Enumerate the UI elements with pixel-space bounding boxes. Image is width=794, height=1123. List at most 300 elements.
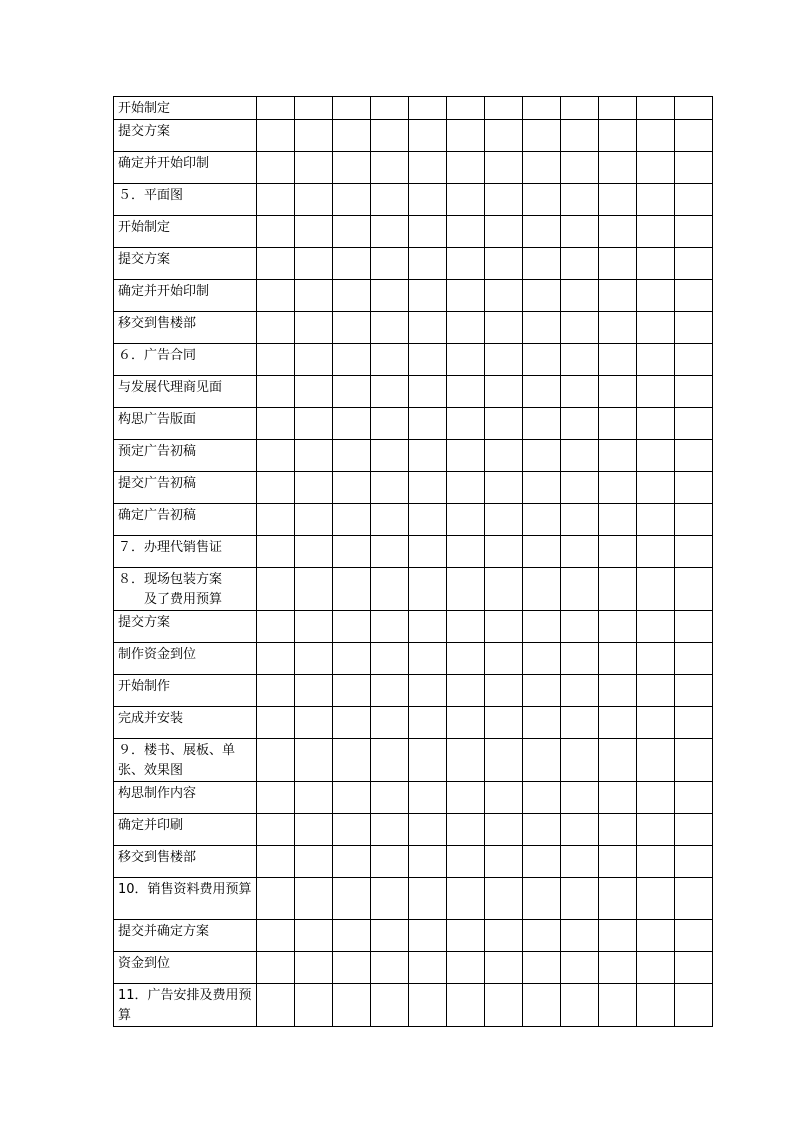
schedule-cell[interactable] [675,878,713,920]
schedule-cell[interactable] [295,782,333,814]
schedule-cell[interactable] [409,97,447,120]
schedule-cell[interactable] [257,152,295,184]
schedule-cell[interactable] [561,984,599,1027]
schedule-cell[interactable] [409,408,447,440]
schedule-cell[interactable] [637,984,675,1027]
schedule-cell[interactable] [599,440,637,472]
schedule-cell[interactable] [371,312,409,344]
schedule-cell[interactable] [447,675,485,707]
schedule-cell[interactable] [675,675,713,707]
schedule-cell[interactable] [561,97,599,120]
schedule-cell[interactable] [637,878,675,920]
schedule-cell[interactable] [447,440,485,472]
schedule-cell[interactable] [561,611,599,643]
schedule-cell[interactable] [447,782,485,814]
schedule-cell[interactable] [371,152,409,184]
schedule-cell[interactable] [295,568,333,611]
schedule-cell[interactable] [257,312,295,344]
schedule-cell[interactable] [637,920,675,952]
schedule-cell[interactable] [637,216,675,248]
schedule-cell[interactable] [599,611,637,643]
schedule-cell[interactable] [485,643,523,675]
schedule-cell[interactable] [523,152,561,184]
schedule-cell[interactable] [675,504,713,536]
schedule-cell[interactable] [295,814,333,846]
schedule-cell[interactable] [447,611,485,643]
schedule-cell[interactable] [485,344,523,376]
schedule-cell[interactable] [409,536,447,568]
schedule-cell[interactable] [523,97,561,120]
schedule-cell[interactable] [409,568,447,611]
schedule-cell[interactable] [295,643,333,675]
schedule-cell[interactable] [257,568,295,611]
schedule-cell[interactable] [409,782,447,814]
schedule-cell[interactable] [333,248,371,280]
schedule-cell[interactable] [523,952,561,984]
schedule-cell[interactable] [409,814,447,846]
schedule-cell[interactable] [257,611,295,643]
schedule-cell[interactable] [523,707,561,739]
schedule-cell[interactable] [637,408,675,440]
schedule-cell[interactable] [257,536,295,568]
schedule-cell[interactable] [485,611,523,643]
schedule-cell[interactable] [523,376,561,408]
schedule-cell[interactable] [637,504,675,536]
schedule-cell[interactable] [333,280,371,312]
schedule-cell[interactable] [295,440,333,472]
schedule-cell[interactable] [333,184,371,216]
schedule-cell[interactable] [561,675,599,707]
schedule-cell[interactable] [295,280,333,312]
schedule-cell[interactable] [295,984,333,1027]
schedule-cell[interactable] [675,472,713,504]
schedule-cell[interactable] [333,97,371,120]
schedule-cell[interactable] [637,440,675,472]
schedule-cell[interactable] [257,440,295,472]
schedule-cell[interactable] [637,782,675,814]
schedule-cell[interactable] [675,312,713,344]
schedule-cell[interactable] [295,611,333,643]
schedule-cell[interactable] [485,920,523,952]
schedule-cell[interactable] [675,984,713,1027]
schedule-cell[interactable] [599,878,637,920]
schedule-cell[interactable] [523,184,561,216]
schedule-cell[interactable] [333,376,371,408]
schedule-cell[interactable] [485,97,523,120]
schedule-cell[interactable] [333,739,371,782]
schedule-cell[interactable] [295,344,333,376]
schedule-cell[interactable] [637,280,675,312]
schedule-cell[interactable] [485,312,523,344]
schedule-cell[interactable] [409,920,447,952]
schedule-cell[interactable] [523,739,561,782]
schedule-cell[interactable] [675,216,713,248]
schedule-cell[interactable] [523,536,561,568]
schedule-cell[interactable] [295,216,333,248]
schedule-cell[interactable] [333,920,371,952]
schedule-cell[interactable] [447,376,485,408]
schedule-cell[interactable] [447,248,485,280]
schedule-cell[interactable] [599,568,637,611]
schedule-cell[interactable] [447,984,485,1027]
schedule-cell[interactable] [637,846,675,878]
schedule-cell[interactable] [371,846,409,878]
schedule-cell[interactable] [637,536,675,568]
schedule-cell[interactable] [409,952,447,984]
schedule-cell[interactable] [599,675,637,707]
schedule-cell[interactable] [599,920,637,952]
schedule-cell[interactable] [637,248,675,280]
schedule-cell[interactable] [333,675,371,707]
schedule-cell[interactable] [561,846,599,878]
schedule-cell[interactable] [257,216,295,248]
schedule-cell[interactable] [447,120,485,152]
schedule-cell[interactable] [599,344,637,376]
schedule-cell[interactable] [257,504,295,536]
schedule-cell[interactable] [599,97,637,120]
schedule-cell[interactable] [675,782,713,814]
schedule-cell[interactable] [599,376,637,408]
schedule-cell[interactable] [295,184,333,216]
schedule-cell[interactable] [333,846,371,878]
schedule-cell[interactable] [333,472,371,504]
schedule-cell[interactable] [637,814,675,846]
schedule-cell[interactable] [523,504,561,536]
schedule-cell[interactable] [333,984,371,1027]
schedule-cell[interactable] [675,184,713,216]
schedule-cell[interactable] [675,536,713,568]
schedule-cell[interactable] [257,984,295,1027]
schedule-cell[interactable] [675,952,713,984]
schedule-cell[interactable] [485,984,523,1027]
schedule-cell[interactable] [561,707,599,739]
schedule-cell[interactable] [371,611,409,643]
schedule-cell[interactable] [447,739,485,782]
schedule-cell[interactable] [295,675,333,707]
schedule-cell[interactable] [447,643,485,675]
schedule-cell[interactable] [447,504,485,536]
schedule-cell[interactable] [257,739,295,782]
schedule-cell[interactable] [333,782,371,814]
schedule-cell[interactable] [257,846,295,878]
schedule-cell[interactable] [295,152,333,184]
schedule-cell[interactable] [485,707,523,739]
schedule-cell[interactable] [371,675,409,707]
schedule-cell[interactable] [637,152,675,184]
schedule-cell[interactable] [561,280,599,312]
schedule-cell[interactable] [257,643,295,675]
schedule-cell[interactable] [295,536,333,568]
schedule-cell[interactable] [371,739,409,782]
schedule-cell[interactable] [599,984,637,1027]
schedule-cell[interactable] [371,952,409,984]
schedule-cell[interactable] [295,878,333,920]
schedule-cell[interactable] [333,152,371,184]
schedule-cell[interactable] [523,408,561,440]
schedule-cell[interactable] [561,878,599,920]
schedule-cell[interactable] [295,97,333,120]
schedule-cell[interactable] [371,472,409,504]
schedule-cell[interactable] [523,611,561,643]
schedule-cell[interactable] [257,408,295,440]
schedule-cell[interactable] [485,472,523,504]
schedule-cell[interactable] [485,408,523,440]
schedule-cell[interactable] [523,344,561,376]
schedule-cell[interactable] [561,782,599,814]
schedule-cell[interactable] [561,536,599,568]
schedule-cell[interactable] [561,376,599,408]
schedule-cell[interactable] [485,504,523,536]
schedule-cell[interactable] [257,472,295,504]
schedule-cell[interactable] [599,739,637,782]
schedule-cell[interactable] [371,216,409,248]
schedule-cell[interactable] [637,675,675,707]
schedule-cell[interactable] [523,878,561,920]
schedule-cell[interactable] [675,846,713,878]
schedule-cell[interactable] [333,504,371,536]
schedule-cell[interactable] [675,611,713,643]
schedule-cell[interactable] [637,568,675,611]
schedule-cell[interactable] [333,814,371,846]
schedule-cell[interactable] [371,120,409,152]
schedule-cell[interactable] [599,952,637,984]
schedule-cell[interactable] [561,216,599,248]
schedule-cell[interactable] [637,344,675,376]
schedule-cell[interactable] [447,920,485,952]
schedule-cell[interactable] [409,739,447,782]
schedule-cell[interactable] [409,846,447,878]
schedule-cell[interactable] [675,248,713,280]
schedule-cell[interactable] [295,739,333,782]
schedule-cell[interactable] [409,312,447,344]
schedule-cell[interactable] [371,248,409,280]
schedule-cell[interactable] [599,472,637,504]
schedule-cell[interactable] [599,782,637,814]
schedule-cell[interactable] [409,440,447,472]
schedule-cell[interactable] [523,814,561,846]
schedule-cell[interactable] [333,120,371,152]
schedule-cell[interactable] [371,504,409,536]
schedule-cell[interactable] [447,312,485,344]
schedule-cell[interactable] [295,120,333,152]
schedule-cell[interactable] [485,216,523,248]
schedule-cell[interactable] [523,440,561,472]
schedule-cell[interactable] [447,536,485,568]
schedule-cell[interactable] [561,952,599,984]
schedule-cell[interactable] [409,643,447,675]
schedule-cell[interactable] [447,344,485,376]
schedule-cell[interactable] [485,152,523,184]
schedule-cell[interactable] [447,568,485,611]
schedule-cell[interactable] [409,984,447,1027]
schedule-cell[interactable] [447,814,485,846]
schedule-cell[interactable] [561,344,599,376]
schedule-cell[interactable] [409,216,447,248]
schedule-cell[interactable] [409,248,447,280]
schedule-cell[interactable] [409,344,447,376]
schedule-cell[interactable] [637,952,675,984]
schedule-cell[interactable] [485,248,523,280]
schedule-cell[interactable] [485,568,523,611]
schedule-cell[interactable] [561,184,599,216]
schedule-cell[interactable] [637,312,675,344]
schedule-cell[interactable] [447,952,485,984]
schedule-cell[interactable] [599,280,637,312]
schedule-cell[interactable] [447,408,485,440]
schedule-cell[interactable] [333,216,371,248]
schedule-cell[interactable] [447,184,485,216]
schedule-cell[interactable] [409,878,447,920]
schedule-cell[interactable] [599,846,637,878]
schedule-cell[interactable] [523,920,561,952]
schedule-cell[interactable] [257,920,295,952]
schedule-cell[interactable] [333,536,371,568]
schedule-cell[interactable] [561,408,599,440]
schedule-cell[interactable] [523,643,561,675]
schedule-cell[interactable] [485,952,523,984]
schedule-cell[interactable] [409,376,447,408]
schedule-cell[interactable] [675,920,713,952]
schedule-cell[interactable] [599,248,637,280]
schedule-cell[interactable] [371,984,409,1027]
schedule-cell[interactable] [447,846,485,878]
schedule-cell[interactable] [523,248,561,280]
schedule-cell[interactable] [409,184,447,216]
schedule-cell[interactable] [447,707,485,739]
schedule-cell[interactable] [675,280,713,312]
schedule-cell[interactable] [523,472,561,504]
schedule-cell[interactable] [599,504,637,536]
schedule-cell[interactable] [485,846,523,878]
schedule-cell[interactable] [371,707,409,739]
schedule-cell[interactable] [295,376,333,408]
schedule-cell[interactable] [637,611,675,643]
schedule-cell[interactable] [675,408,713,440]
schedule-cell[interactable] [675,814,713,846]
schedule-cell[interactable] [637,643,675,675]
schedule-cell[interactable] [485,184,523,216]
schedule-cell[interactable] [371,920,409,952]
schedule-cell[interactable] [257,120,295,152]
schedule-cell[interactable] [637,120,675,152]
schedule-cell[interactable] [599,536,637,568]
schedule-cell[interactable] [599,707,637,739]
schedule-cell[interactable] [485,536,523,568]
schedule-cell[interactable] [371,280,409,312]
schedule-cell[interactable] [561,643,599,675]
schedule-cell[interactable] [447,472,485,504]
schedule-cell[interactable] [371,643,409,675]
schedule-cell[interactable] [371,376,409,408]
schedule-cell[interactable] [295,504,333,536]
schedule-cell[interactable] [561,120,599,152]
schedule-cell[interactable] [295,707,333,739]
schedule-cell[interactable] [257,248,295,280]
schedule-cell[interactable] [371,782,409,814]
schedule-cell[interactable] [409,707,447,739]
schedule-cell[interactable] [599,216,637,248]
schedule-cell[interactable] [409,611,447,643]
schedule-cell[interactable] [561,568,599,611]
schedule-cell[interactable] [561,920,599,952]
schedule-cell[interactable] [675,739,713,782]
schedule-cell[interactable] [523,846,561,878]
schedule-cell[interactable] [257,952,295,984]
schedule-cell[interactable] [523,782,561,814]
schedule-cell[interactable] [295,248,333,280]
schedule-cell[interactable] [561,739,599,782]
schedule-cell[interactable] [409,472,447,504]
schedule-cell[interactable] [599,643,637,675]
schedule-cell[interactable] [333,440,371,472]
schedule-cell[interactable] [295,408,333,440]
schedule-cell[interactable] [485,878,523,920]
schedule-cell[interactable] [561,472,599,504]
schedule-cell[interactable] [561,248,599,280]
schedule-cell[interactable] [257,184,295,216]
schedule-cell[interactable] [333,878,371,920]
schedule-cell[interactable] [561,440,599,472]
schedule-cell[interactable] [409,120,447,152]
schedule-cell[interactable] [333,707,371,739]
schedule-cell[interactable] [371,184,409,216]
schedule-cell[interactable] [333,312,371,344]
schedule-cell[interactable] [675,440,713,472]
schedule-cell[interactable] [523,675,561,707]
schedule-cell[interactable] [409,504,447,536]
schedule-cell[interactable] [257,280,295,312]
schedule-cell[interactable] [523,216,561,248]
schedule-cell[interactable] [675,97,713,120]
schedule-cell[interactable] [447,280,485,312]
schedule-cell[interactable] [257,675,295,707]
schedule-cell[interactable] [295,920,333,952]
schedule-cell[interactable] [295,472,333,504]
schedule-cell[interactable] [675,120,713,152]
schedule-cell[interactable] [599,184,637,216]
schedule-cell[interactable] [485,782,523,814]
schedule-cell[interactable] [371,344,409,376]
schedule-cell[interactable] [447,152,485,184]
schedule-cell[interactable] [295,312,333,344]
schedule-cell[interactable] [333,952,371,984]
schedule-cell[interactable] [447,97,485,120]
schedule-cell[interactable] [485,120,523,152]
schedule-cell[interactable] [371,536,409,568]
schedule-cell[interactable] [599,408,637,440]
schedule-cell[interactable] [523,568,561,611]
schedule-cell[interactable] [295,952,333,984]
schedule-cell[interactable] [675,643,713,675]
schedule-cell[interactable] [485,440,523,472]
schedule-cell[interactable] [409,280,447,312]
schedule-cell[interactable] [675,152,713,184]
schedule-cell[interactable] [561,814,599,846]
schedule-cell[interactable] [371,878,409,920]
schedule-cell[interactable] [257,878,295,920]
schedule-cell[interactable] [485,376,523,408]
schedule-cell[interactable] [409,152,447,184]
schedule-cell[interactable] [257,707,295,739]
schedule-cell[interactable] [561,152,599,184]
schedule-cell[interactable] [257,344,295,376]
schedule-cell[interactable] [675,376,713,408]
schedule-cell[interactable] [333,344,371,376]
schedule-cell[interactable] [371,568,409,611]
schedule-cell[interactable] [295,846,333,878]
schedule-cell[interactable] [637,97,675,120]
schedule-cell[interactable] [333,408,371,440]
